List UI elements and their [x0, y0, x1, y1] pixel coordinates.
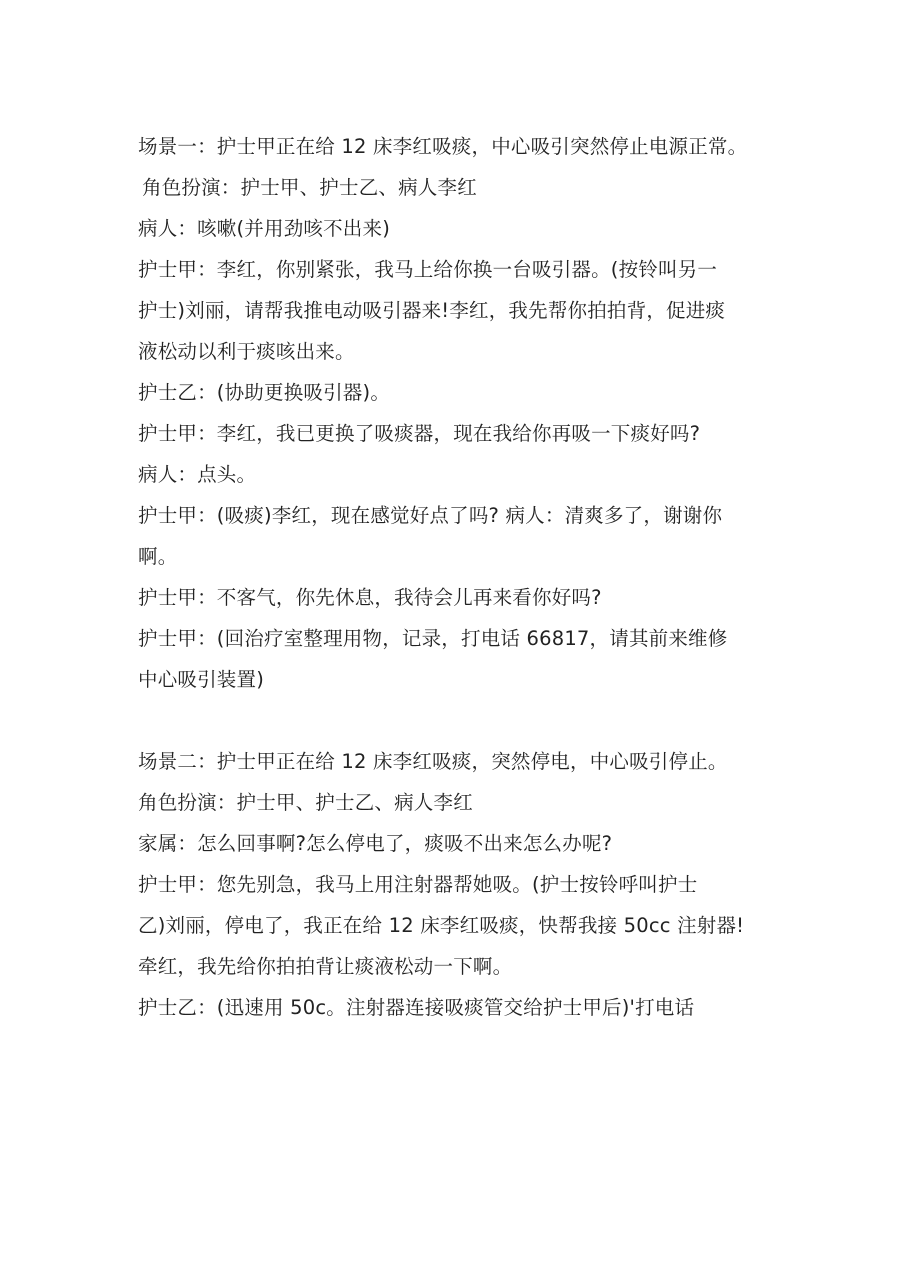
dialogue-line: 护士甲：(回治疗室整理用物，记录，打电话 66817，请其前来维修: [138, 627, 728, 650]
dialogue-line: 牵红，我先给你拍拍背让痰液松动一下啊。: [138, 955, 513, 978]
scene2-roles: 角色扮演：护士甲、护士乙、病人李红: [138, 791, 473, 814]
dialogue-line: 液松动以利于痰咳出来。: [138, 340, 355, 363]
scene1-roles: 角色扮演：护士甲、护士乙、病人李红: [142, 176, 477, 199]
dialogue-line: 护士甲：不客气，你先休息，我待会儿再来看你好吗?: [138, 586, 602, 609]
dialogue-line: 护士乙：(迅速用 50c。注射器连接吸痰管交给护士甲后)'打电话: [138, 996, 695, 1019]
dialogue-line: 啊。: [138, 545, 178, 568]
dialogue-line: 护士甲：(吸痰)李红，现在感觉好点了吗? 病人：清爽多了，谢谢你: [138, 504, 723, 527]
dialogue-line: 中心吸引装置): [138, 668, 265, 691]
scene1-title: 场景一：护士甲正在给 12 床李红吸痰，中心吸引突然停止电源正常。: [138, 135, 748, 158]
dialogue-line: 病人：咳嗽(并用劲咳不出来): [138, 217, 391, 240]
dialogue-line: 家属：怎么回事啊?怎么停电了，痰吸不出来怎么办呢?: [138, 832, 613, 855]
document-body: [138, 126, 798, 1028]
dialogue-line: 护士乙：(协助更换吸引器)。: [138, 381, 391, 404]
dialogue-line: 护士甲：您先别急，我马上用注射器帮她吸。(护士按铃呼叫护士: [138, 873, 698, 896]
dialogue-line: 乙)刘丽，停电了，我正在给 12 床李红吸痰，快帮我接 50cc 注射器!: [138, 914, 745, 937]
dialogue-line: 护士甲：李红，你别紧张，我马上给你换一台吸引器。(按铃叫另一: [138, 258, 718, 281]
dialogue-line: 病人：点头。: [138, 463, 257, 486]
dialogue-line: 护士甲：李红，我已更换了吸痰器，现在我给你再吸一下痰好吗?: [138, 422, 701, 445]
scene2-title: 场景二：护士甲正在给 12 床李红吸痰，突然停电，中心吸引停止。: [138, 750, 728, 773]
section-gap: [138, 700, 798, 741]
dialogue-line: 护士)刘丽，请帮我推电动吸引器来!李红，我先帮你拍拍背，促进痰: [138, 299, 726, 322]
